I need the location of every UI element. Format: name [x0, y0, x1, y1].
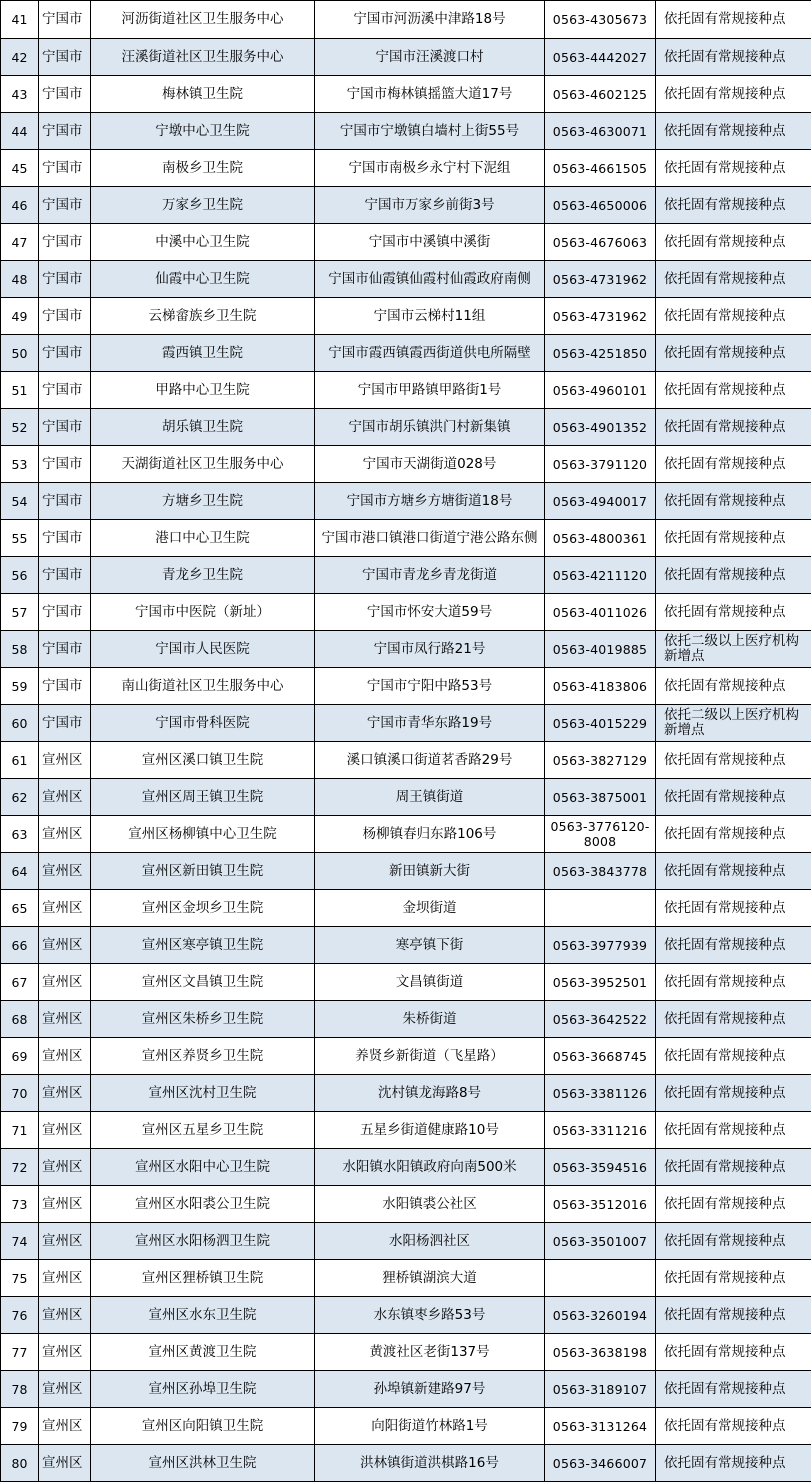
table-row — [1, 742, 811, 779]
city-cell: 宣州区 — [39, 1149, 91, 1186]
facility-name-cell: 宣州区黄渡卫生院 — [91, 1334, 315, 1371]
table-row — [1, 964, 811, 1001]
site-type-cell: 依托固有常规接种点 — [656, 1445, 811, 1482]
address-cell: 宁国市宁墩镇白墙村上街55号 — [315, 113, 545, 150]
facility-name-cell: 宣州区金坝乡卫生院 — [91, 890, 315, 927]
table-row — [1, 1, 811, 39]
phone-cell: 0563-4211120 — [545, 557, 656, 594]
table-row — [1, 1075, 811, 1112]
phone-cell: 0563-4251850 — [545, 335, 656, 372]
row-number: 64 — [1, 853, 39, 890]
site-type-cell: 依托固有常规接种点 — [656, 1075, 811, 1112]
address-cell: 杨柳镇春归东路106号 — [315, 816, 545, 853]
phone-cell: 0563-3952501 — [545, 964, 656, 1001]
phone-cell — [545, 1260, 656, 1297]
facility-name-cell: 宣州区寒亭镇卫生院 — [91, 927, 315, 964]
city-cell: 宁国市 — [39, 372, 91, 409]
table-row — [1, 150, 811, 187]
table-row — [1, 1149, 811, 1186]
facility-name-cell: 青龙乡卫生院 — [91, 557, 315, 594]
row-number: 72 — [1, 1149, 39, 1186]
address-cell: 周王镇街道 — [315, 779, 545, 816]
address-cell: 宁国市甲路镇甲路街1号 — [315, 372, 545, 409]
site-type-cell: 依托固有常规接种点 — [656, 187, 811, 224]
city-cell: 宣州区 — [39, 1445, 91, 1482]
city-cell: 宣州区 — [39, 779, 91, 816]
facility-name-cell: 宣州区杨柳镇中心卫生院 — [91, 816, 315, 853]
site-type-cell: 依托固有常规接种点 — [656, 224, 811, 261]
table-row — [1, 594, 811, 631]
phone-cell: 0563-4011026 — [545, 594, 656, 631]
phone-cell: 0563-3668745 — [545, 1038, 656, 1075]
facility-name-cell: 宣州区朱桥乡卫生院 — [91, 1001, 315, 1038]
facility-name-cell: 宣州区洪林卫生院 — [91, 1445, 315, 1482]
row-number: 45 — [1, 150, 39, 187]
city-cell: 宣州区 — [39, 1334, 91, 1371]
table-row — [1, 446, 811, 483]
facility-name-cell: 宣州区文昌镇卫生院 — [91, 964, 315, 1001]
phone-cell: 0563-3977939 — [545, 927, 656, 964]
facility-name-cell: 汪溪街道社区卫生服务中心 — [91, 39, 315, 76]
facility-name-cell: 宣州区狸桥镇卫生院 — [91, 1260, 315, 1297]
row-number: 52 — [1, 409, 39, 446]
city-cell: 宁国市 — [39, 39, 91, 76]
address-cell: 宁国市中溪镇中溪街 — [315, 224, 545, 261]
city-cell: 宁国市 — [39, 261, 91, 298]
facility-name-cell: 宣州区向阳镇卫生院 — [91, 1408, 315, 1445]
table-row — [1, 1260, 811, 1297]
city-cell: 宣州区 — [39, 964, 91, 1001]
phone-cell: 0563-3594516 — [545, 1149, 656, 1186]
row-number: 57 — [1, 594, 39, 631]
city-cell: 宣州区 — [39, 1260, 91, 1297]
city-cell: 宁国市 — [39, 1, 91, 39]
phone-cell — [545, 890, 656, 927]
site-type-cell: 依托固有常规接种点 — [656, 409, 811, 446]
table-row — [1, 1001, 811, 1038]
facility-name-cell: 宁国市中医院（新址） — [91, 594, 315, 631]
table-row — [1, 1408, 811, 1445]
row-number: 78 — [1, 1371, 39, 1408]
site-type-cell: 依托固有常规接种点 — [656, 964, 811, 1001]
row-number: 70 — [1, 1075, 39, 1112]
phone-cell: 0563-4442027 — [545, 39, 656, 76]
table-row — [1, 298, 811, 335]
phone-cell: 0563-4019885 — [545, 631, 656, 668]
address-cell: 宁国市云梯村11组 — [315, 298, 545, 335]
site-type-cell: 依托固有常规接种点 — [656, 1112, 811, 1149]
address-cell: 文昌镇街道 — [315, 964, 545, 1001]
site-type-cell: 依托固有常规接种点 — [656, 853, 811, 890]
phone-cell: 0563-3381126 — [545, 1075, 656, 1112]
facility-name-cell: 港口中心卫生院 — [91, 520, 315, 557]
facility-name-cell: 宁国市人民医院 — [91, 631, 315, 668]
site-type-cell: 依托固有常规接种点 — [656, 890, 811, 927]
table-row — [1, 1334, 811, 1371]
phone-cell: 0563-3827129 — [545, 742, 656, 779]
row-number: 58 — [1, 631, 39, 668]
table-row — [1, 1445, 811, 1482]
city-cell: 宁国市 — [39, 483, 91, 520]
table-row — [1, 409, 811, 446]
city-cell: 宣州区 — [39, 1001, 91, 1038]
row-number: 73 — [1, 1186, 39, 1223]
row-number: 46 — [1, 187, 39, 224]
phone-cell: 0563-3466007 — [545, 1445, 656, 1482]
site-type-cell: 依托固有常规接种点 — [656, 261, 811, 298]
site-type-cell: 依托固有常规接种点 — [656, 483, 811, 520]
table-row — [1, 1297, 811, 1334]
facility-name-cell: 宣州区孙埠卫生院 — [91, 1371, 315, 1408]
phone-cell: 0563-4630071 — [545, 113, 656, 150]
facility-name-cell: 宣州区五星乡卫生院 — [91, 1112, 315, 1149]
table-row — [1, 1112, 811, 1149]
facility-name-cell: 仙霞中心卫生院 — [91, 261, 315, 298]
address-cell: 宁国市河沥溪中津路18号 — [315, 1, 545, 39]
table-row — [1, 1223, 811, 1260]
row-number: 55 — [1, 520, 39, 557]
city-cell: 宁国市 — [39, 705, 91, 742]
city-cell: 宁国市 — [39, 520, 91, 557]
address-cell: 宁国市霞西镇霞西街道供电所隔壁 — [315, 335, 545, 372]
phone-cell: 0563-4731962 — [545, 298, 656, 335]
site-type-cell: 依托固有常规接种点 — [656, 298, 811, 335]
facility-name-cell: 宣州区水阳杨泗卫生院 — [91, 1223, 315, 1260]
phone-cell: 0563-4183806 — [545, 668, 656, 705]
site-type-cell: 依托固有常规接种点 — [656, 816, 811, 853]
row-number: 65 — [1, 890, 39, 927]
facility-name-cell: 云梯畲族乡卫生院 — [91, 298, 315, 335]
facility-name-cell: 万家乡卫生院 — [91, 187, 315, 224]
city-cell: 宁国市 — [39, 557, 91, 594]
address-cell: 宁国市天湖街道028号 — [315, 446, 545, 483]
address-cell: 宁国市港口镇港口街道宁港公路东侧 — [315, 520, 545, 557]
site-type-cell: 依托固有常规接种点 — [656, 372, 811, 409]
site-type-cell: 依托二级以上医疗机构新增点 — [656, 705, 811, 742]
phone-cell: 0563-3843778 — [545, 853, 656, 890]
site-type-cell: 依托固有常规接种点 — [656, 1408, 811, 1445]
row-number: 69 — [1, 1038, 39, 1075]
table-row — [1, 816, 811, 853]
table-row — [1, 335, 811, 372]
city-cell: 宁国市 — [39, 150, 91, 187]
phone-cell: 0563-4305673 — [545, 1, 656, 39]
table-row — [1, 705, 811, 742]
row-number: 80 — [1, 1445, 39, 1482]
address-cell: 沈村镇龙海路8号 — [315, 1075, 545, 1112]
phone-cell: 0563-3791120 — [545, 446, 656, 483]
address-cell: 金坝街道 — [315, 890, 545, 927]
row-number: 56 — [1, 557, 39, 594]
site-type-cell: 依托固有常规接种点 — [656, 335, 811, 372]
city-cell: 宁国市 — [39, 298, 91, 335]
table-row — [1, 890, 811, 927]
site-type-cell: 依托固有常规接种点 — [656, 668, 811, 705]
row-number: 71 — [1, 1112, 39, 1149]
row-number: 74 — [1, 1223, 39, 1260]
address-cell: 宁国市梅林镇摇篮大道17号 — [315, 76, 545, 113]
facility-name-cell: 宣州区水阳中心卫生院 — [91, 1149, 315, 1186]
row-number: 67 — [1, 964, 39, 1001]
row-number: 75 — [1, 1260, 39, 1297]
table-row — [1, 668, 811, 705]
address-cell: 宁国市仙霞镇仙霞村仙霞政府南侧 — [315, 261, 545, 298]
city-cell: 宁国市 — [39, 446, 91, 483]
site-type-cell: 依托固有常规接种点 — [656, 1371, 811, 1408]
facility-name-cell: 宁国市骨科医院 — [91, 705, 315, 742]
facility-name-cell: 宣州区新田镇卫生院 — [91, 853, 315, 890]
city-cell: 宣州区 — [39, 1186, 91, 1223]
address-cell: 朱桥街道 — [315, 1001, 545, 1038]
city-cell: 宣州区 — [39, 1038, 91, 1075]
address-cell: 洪林镇街道洪棋路16号 — [315, 1445, 545, 1482]
address-cell: 养贤乡新街道（飞星路） — [315, 1038, 545, 1075]
phone-cell: 0563-4901352 — [545, 409, 656, 446]
phone-cell: 0563-3131264 — [545, 1408, 656, 1445]
phone-cell: 0563-3189107 — [545, 1371, 656, 1408]
facility-name-cell: 胡乐镇卫生院 — [91, 409, 315, 446]
city-cell: 宁国市 — [39, 668, 91, 705]
table-row — [1, 927, 811, 964]
facility-name-cell: 河沥街道社区卫生服务中心 — [91, 1, 315, 39]
address-cell: 宁国市汪溪渡口村 — [315, 39, 545, 76]
facility-name-cell: 方塘乡卫生院 — [91, 483, 315, 520]
table-row — [1, 1038, 811, 1075]
facility-name-cell: 宣州区溪口镇卫生院 — [91, 742, 315, 779]
address-cell: 新田镇新大街 — [315, 853, 545, 890]
city-cell: 宣州区 — [39, 816, 91, 853]
phone-cell: 0563-4676063 — [545, 224, 656, 261]
phone-cell: 0563-4960101 — [545, 372, 656, 409]
address-cell: 向阳街道竹林路1号 — [315, 1408, 545, 1445]
table-row — [1, 113, 811, 150]
row-number: 54 — [1, 483, 39, 520]
city-cell: 宣州区 — [39, 1297, 91, 1334]
address-cell: 水阳杨泗社区 — [315, 1223, 545, 1260]
address-cell: 水东镇枣乡路53号 — [315, 1297, 545, 1334]
row-number: 68 — [1, 1001, 39, 1038]
phone-cell: 0563-3638198 — [545, 1334, 656, 1371]
address-cell: 宁国市万家乡前街3号 — [315, 187, 545, 224]
address-cell: 水阳镇水阳镇政府向南500米 — [315, 1149, 545, 1186]
city-cell: 宣州区 — [39, 1371, 91, 1408]
city-cell: 宁国市 — [39, 594, 91, 631]
table-row — [1, 631, 811, 668]
table-row — [1, 520, 811, 557]
table-row — [1, 557, 811, 594]
site-type-cell: 依托固有常规接种点 — [656, 520, 811, 557]
address-cell: 孙埠镇新建路97号 — [315, 1371, 545, 1408]
address-cell: 宁国市胡乐镇洪门村新集镇 — [315, 409, 545, 446]
row-number: 62 — [1, 779, 39, 816]
table-row — [1, 1371, 811, 1408]
phone-cell: 0563-4015229 — [545, 705, 656, 742]
site-type-cell: 依托固有常规接种点 — [656, 150, 811, 187]
address-cell: 水阳镇裘公社区 — [315, 1186, 545, 1223]
address-cell: 宁国市宁阳中路53号 — [315, 668, 545, 705]
address-cell: 五星乡街道健康路10号 — [315, 1112, 545, 1149]
facility-name-cell: 南山街道社区卫生服务中心 — [91, 668, 315, 705]
row-number: 79 — [1, 1408, 39, 1445]
phone-cell: 0563-4602125 — [545, 76, 656, 113]
phone-cell: 0563-3642522 — [545, 1001, 656, 1038]
facility-name-cell: 宣州区养贤乡卫生院 — [91, 1038, 315, 1075]
row-number: 43 — [1, 76, 39, 113]
table-row — [1, 187, 811, 224]
phone-cell: 0563-4800361 — [545, 520, 656, 557]
city-cell: 宁国市 — [39, 187, 91, 224]
address-cell: 宁国市凤行路21号 — [315, 631, 545, 668]
row-number: 63 — [1, 816, 39, 853]
row-number: 41 — [1, 1, 39, 39]
table-row — [1, 853, 811, 890]
table-body — [1, 1, 811, 1482]
site-type-cell: 依托固有常规接种点 — [656, 927, 811, 964]
row-number: 66 — [1, 927, 39, 964]
address-cell: 宁国市怀安大道59号 — [315, 594, 545, 631]
city-cell: 宁国市 — [39, 113, 91, 150]
phone-cell: 0563-4661505 — [545, 150, 656, 187]
city-cell: 宣州区 — [39, 742, 91, 779]
address-cell: 宁国市南极乡永宁村下泥组 — [315, 150, 545, 187]
address-cell: 宁国市方塘乡方塘街道18号 — [315, 483, 545, 520]
city-cell: 宣州区 — [39, 890, 91, 927]
facility-name-cell: 南极乡卫生院 — [91, 150, 315, 187]
facility-name-cell: 甲路中心卫生院 — [91, 372, 315, 409]
city-cell: 宣州区 — [39, 853, 91, 890]
site-type-cell: 依托固有常规接种点 — [656, 39, 811, 76]
site-type-cell: 依托固有常规接种点 — [656, 1334, 811, 1371]
row-number: 50 — [1, 335, 39, 372]
row-number: 42 — [1, 39, 39, 76]
facility-name-cell: 天湖街道社区卫生服务中心 — [91, 446, 315, 483]
row-number: 44 — [1, 113, 39, 150]
address-cell: 溪口镇溪口街道茗香路29号 — [315, 742, 545, 779]
phone-cell: 0563-4650006 — [545, 187, 656, 224]
site-type-cell: 依托固有常规接种点 — [656, 1001, 811, 1038]
phone-cell: 0563-4940017 — [545, 483, 656, 520]
facility-name-cell: 宣州区水阳裘公卫生院 — [91, 1186, 315, 1223]
city-cell: 宣州区 — [39, 1223, 91, 1260]
phone-cell: 0563-3875001 — [545, 779, 656, 816]
facility-name-cell: 宣州区沈村卫生院 — [91, 1075, 315, 1112]
phone-cell: 0563-3512016 — [545, 1186, 656, 1223]
table-row — [1, 372, 811, 409]
city-cell: 宁国市 — [39, 76, 91, 113]
phone-cell: 0563-3776120-8008 — [545, 816, 656, 853]
row-number: 51 — [1, 372, 39, 409]
facility-name-cell: 梅林镇卫生院 — [91, 76, 315, 113]
site-type-cell: 依托固有常规接种点 — [656, 76, 811, 113]
site-type-cell: 依托固有常规接种点 — [656, 1260, 811, 1297]
phone-cell: 0563-3501007 — [545, 1223, 656, 1260]
facility-name-cell: 霞西镇卫生院 — [91, 335, 315, 372]
row-number: 76 — [1, 1297, 39, 1334]
city-cell: 宣州区 — [39, 1408, 91, 1445]
address-cell: 狸桥镇湖滨大道 — [315, 1260, 545, 1297]
table-row — [1, 1186, 811, 1223]
facility-name-cell: 宣州区周王镇卫生院 — [91, 779, 315, 816]
row-number: 77 — [1, 1334, 39, 1371]
site-type-cell: 依托固有常规接种点 — [656, 1297, 811, 1334]
table-row — [1, 39, 811, 76]
address-cell: 宁国市青华东路19号 — [315, 705, 545, 742]
city-cell: 宣州区 — [39, 927, 91, 964]
table-row — [1, 483, 811, 520]
table-row — [1, 261, 811, 298]
site-type-cell: 依托固有常规接种点 — [656, 779, 811, 816]
site-type-cell: 依托固有常规接种点 — [656, 594, 811, 631]
table-row — [1, 224, 811, 261]
row-number: 61 — [1, 742, 39, 779]
site-type-cell: 依托固有常规接种点 — [656, 1186, 811, 1223]
address-cell: 寒亭镇下街 — [315, 927, 545, 964]
site-type-cell: 依托固有常规接种点 — [656, 446, 811, 483]
phone-cell: 0563-3260194 — [545, 1297, 656, 1334]
address-cell: 黄渡社区老街137号 — [315, 1334, 545, 1371]
city-cell: 宁国市 — [39, 224, 91, 261]
row-number: 49 — [1, 298, 39, 335]
row-number: 59 — [1, 668, 39, 705]
phone-cell: 0563-3311216 — [545, 1112, 656, 1149]
row-number: 60 — [1, 705, 39, 742]
city-cell: 宣州区 — [39, 1112, 91, 1149]
row-number: 53 — [1, 446, 39, 483]
phone-cell: 0563-4731962 — [545, 261, 656, 298]
city-cell: 宁国市 — [39, 409, 91, 446]
site-type-cell: 依托固有常规接种点 — [656, 1149, 811, 1186]
city-cell: 宁国市 — [39, 631, 91, 668]
site-type-cell: 依托二级以上医疗机构新增点 — [656, 631, 811, 668]
site-type-cell: 依托固有常规接种点 — [656, 742, 811, 779]
site-type-cell: 依托固有常规接种点 — [656, 1223, 811, 1260]
site-type-cell: 依托固有常规接种点 — [656, 113, 811, 150]
facility-name-cell: 宁墩中心卫生院 — [91, 113, 315, 150]
row-number: 47 — [1, 224, 39, 261]
address-cell: 宁国市青龙乡青龙街道 — [315, 557, 545, 594]
row-number: 48 — [1, 261, 39, 298]
site-type-cell: 依托固有常规接种点 — [656, 1, 811, 39]
table-row — [1, 76, 811, 113]
city-cell: 宁国市 — [39, 335, 91, 372]
facility-name-cell: 中溪中心卫生院 — [91, 224, 315, 261]
site-type-cell: 依托固有常规接种点 — [656, 1038, 811, 1075]
facility-name-cell: 宣州区水东卫生院 — [91, 1297, 315, 1334]
table-row — [1, 779, 811, 816]
city-cell: 宣州区 — [39, 1075, 91, 1112]
site-type-cell: 依托固有常规接种点 — [656, 557, 811, 594]
